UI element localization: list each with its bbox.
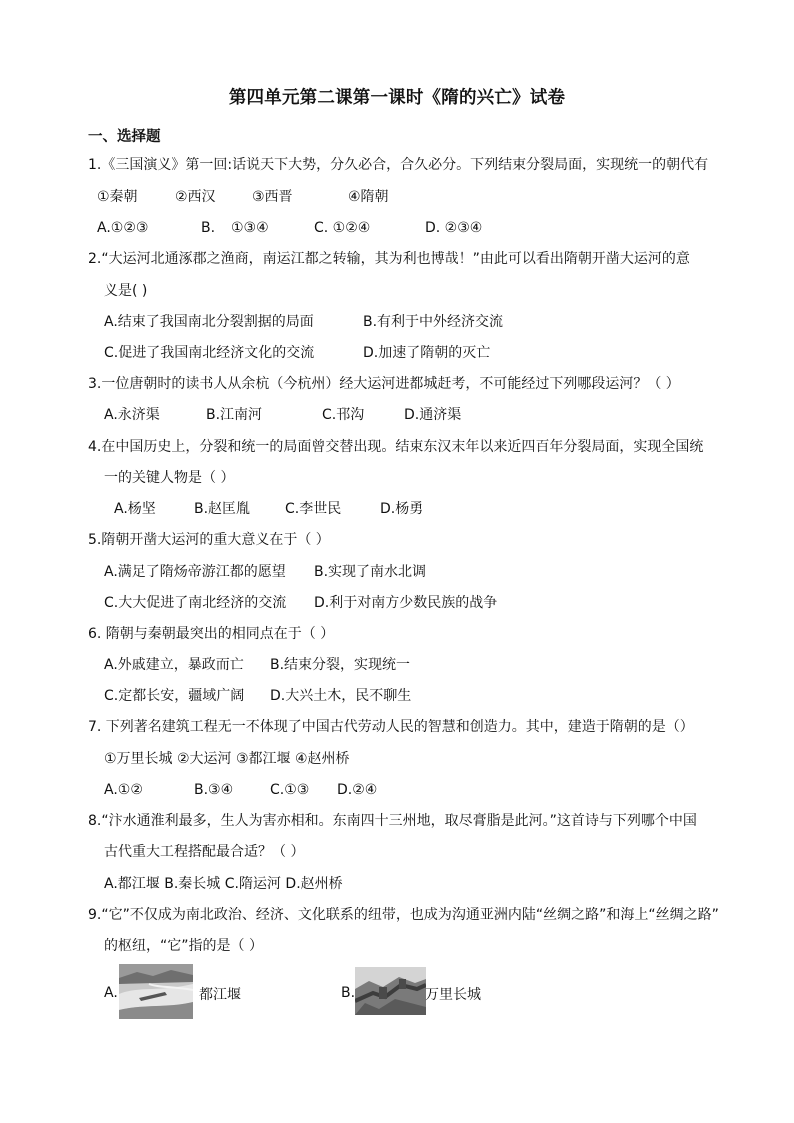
q1-option-b-letter: B. [201, 220, 216, 236]
q4-option-d: D.杨勇 [380, 501, 424, 517]
q1-option-a: A.①②③ [97, 220, 149, 236]
section-heading: 一、选择题 [88, 129, 161, 145]
q8-options: A.都江堰 B.秦长城 C.隋运河 D.赵州桥 [104, 876, 343, 892]
question-8-stem-line-1: 8.“汴水通淮利最多，生人为害亦相和。东南四十三州地，取尽膏脂是此河。”这首诗与下列哪个中国 [88, 813, 697, 829]
question-4-stem-line-1: 4.在中国历史上，分裂和统一的局面曾交替出现。结束东汉末年以来近四百年分裂局面，实现全国统 [88, 439, 704, 455]
q1-item-4: ④隋朝 [348, 189, 389, 205]
q4-option-b: B.赵匡胤 [194, 501, 251, 517]
q1-item-2: ②西汉 [175, 189, 216, 205]
question-4-stem-line-2: 一的关键人物是（ ） [104, 470, 235, 486]
q4-option-c: C.李世民 [285, 501, 342, 517]
q7-option-b: B.③④ [194, 782, 234, 798]
q5-option-b: B.实现了南水北调 [314, 564, 427, 580]
question-7-stem: 7. 下列著名建筑工程无一不体现了中国古代劳动人民的智慧和创造力。其中，建造于隋朝的是（） [88, 719, 694, 735]
q1-option-d: D. ②③④ [425, 220, 483, 236]
q9-option-a-letter: A. [104, 985, 118, 1001]
q9-option-b-letter: B. [341, 985, 356, 1001]
q1-option-b: ①③④ [231, 220, 269, 236]
q4-option-a: A.杨坚 [114, 501, 156, 517]
q3-option-b: B.江南河 [206, 407, 263, 423]
question-2-stem-line-2: 义是( ) [104, 283, 148, 299]
q6-option-b: B.结束分裂，实现统一 [270, 657, 411, 673]
q9-option-b-caption: 万里长城 [425, 987, 481, 1003]
question-9-stem-line-2: 的枢纽，“它”指的是（ ） [104, 938, 263, 954]
q2-option-b: B.有利于中外经济交流 [363, 314, 504, 330]
exam-title: 第四单元第二课第一课时《隋的兴亡》试卷 [228, 88, 566, 108]
q6-option-a: A.外戚建立，暴政而亡 [104, 657, 244, 673]
q7-option-a: A.①② [104, 782, 143, 798]
q5-option-d: D.利于对南方少数民族的战争 [314, 595, 498, 611]
q7-items: ①万里长城 ②大运河 ③都江堰 ④赵州桥 [104, 751, 350, 767]
q6-option-d: D.大兴土木，民不聊生 [270, 688, 412, 704]
q1-option-c: C. ①②④ [314, 220, 371, 236]
q3-option-d: D.通济渠 [404, 407, 462, 423]
q2-option-d: D.加速了隋朝的灭亡 [363, 345, 491, 361]
q3-option-c: C.邗沟 [322, 407, 365, 423]
question-6-stem: 6. 隋朝与秦朝最突出的相同点在于（ ） [88, 626, 335, 642]
q1-item-1: ①秦朝 [97, 189, 138, 205]
question-9-stem-line-1: 9.“它”不仅成为南北政治、经济、文化联系的纽带，也成为沟通亚洲内陆“丝绸之路”和海上“丝绸之路” [88, 907, 719, 923]
q7-option-c: C.①③ [270, 782, 310, 798]
question-3-stem: 3.一位唐朝时的读书人从余杭（今杭州）经大运河进都城赶考，不可能经过下列哪段运河？（ ） [88, 376, 680, 392]
question-1-stem: 1.《三国演义》第一回:话说天下大势，分久必合，合久必分。下列结束分裂局面，实现统一的朝代有 [88, 157, 709, 173]
question-8-stem-line-2: 古代重大工程搭配最合适？（ ） [104, 844, 305, 860]
q9-option-a-caption: 都江堰 [199, 987, 241, 1003]
q1-item-3: ③西晋 [252, 189, 293, 205]
q7-option-d: D.②④ [337, 782, 378, 798]
question-5-stem: 5.隋朝开凿大运河的重大意义在于（ ） [88, 532, 330, 548]
dujiangyan-photo-icon [119, 964, 193, 1019]
q2-option-c: C.促进了我国南北经济文化的交流 [104, 345, 315, 361]
q5-option-a: A.满足了隋炀帝游江都的愿望 [104, 564, 286, 580]
q5-option-c: C.大大促进了南北经济的交流 [104, 595, 287, 611]
q2-option-a: A.结束了我国南北分裂割据的局面 [104, 314, 314, 330]
great-wall-photo-icon [355, 967, 426, 1015]
q3-option-a: A.永济渠 [104, 407, 160, 423]
q6-option-c: C.定都长安，疆域广阔 [104, 688, 245, 704]
question-2-stem-line-1: 2.“大运河北通涿郡之渔商，南运江都之转输，其为利也博哉！”由此可以看出隋朝开凿大运河的意 [88, 251, 690, 267]
